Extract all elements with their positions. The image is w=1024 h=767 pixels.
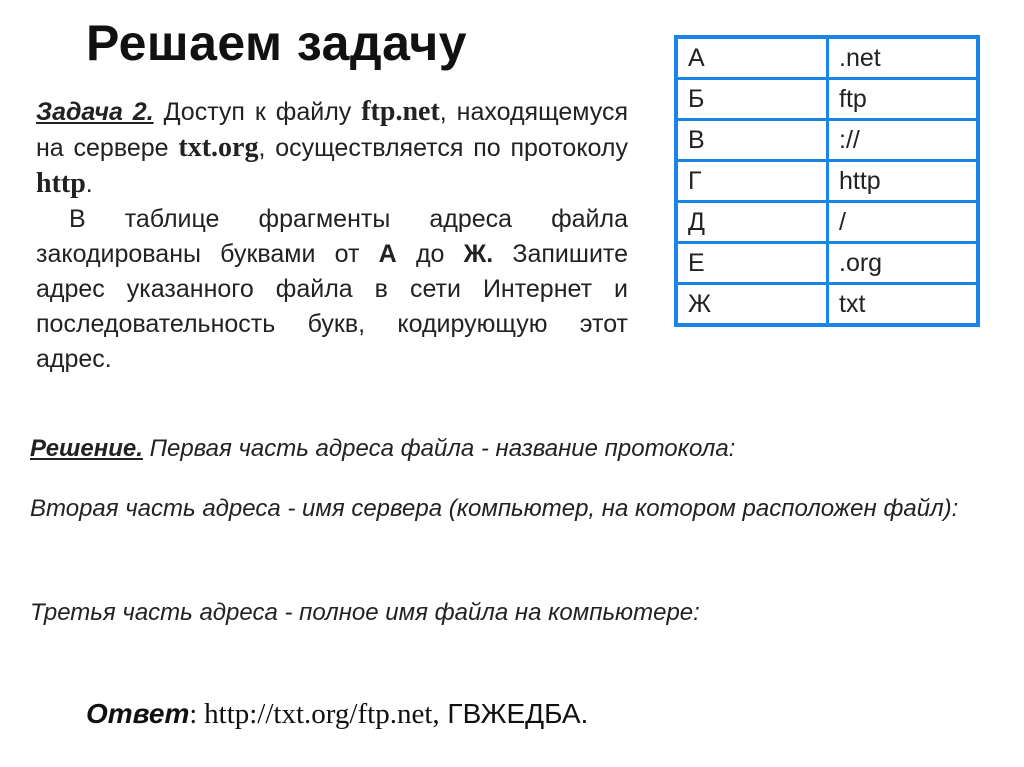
- answer-sequence: ГВЖЕДБА.: [439, 698, 589, 729]
- task-text-2b: до: [396, 240, 464, 268]
- task-file-name: ftp.net: [361, 96, 440, 127]
- task-from-letter: А: [378, 240, 397, 268]
- task-text-1b: , находящемуся на сервере: [36, 98, 628, 162]
- code-letter-cell: Е: [676, 243, 828, 284]
- task-paragraph-2: [36, 202, 628, 377]
- code-letter-cell: Ж: [676, 284, 828, 326]
- address-fragment-cell: ://: [828, 120, 979, 161]
- code-letter-cell: А: [676, 37, 828, 79]
- code-letter-cell: Г: [676, 161, 828, 202]
- address-fragment-cell: ftp: [828, 79, 979, 120]
- address-fragment-cell: .net: [828, 37, 979, 79]
- code-table-body: [676, 37, 978, 325]
- slide-title: Решаем задачу: [86, 15, 468, 71]
- address-fragment-cell: .org: [828, 243, 979, 284]
- task-text-2a: В таблице фрагменты адреса файла закодированы буквами от: [36, 205, 628, 268]
- table-row: [676, 120, 978, 161]
- task-protocol-name: http: [36, 168, 86, 199]
- solution-line-1: [30, 432, 960, 466]
- code-letter-cell: В: [676, 120, 828, 161]
- task-to-letter: Ж.: [463, 240, 494, 268]
- answer-url: http://txt.org/ftp.net,: [204, 698, 440, 730]
- table-row: [676, 284, 978, 326]
- task-statement: [36, 94, 628, 377]
- answer-colon: :: [189, 699, 205, 730]
- solution-line-2: Вторая часть адреса - имя сервера (компьютер, на котором расположен файл):: [30, 495, 959, 522]
- table-row: [676, 79, 978, 120]
- code-letter-cell: Б: [676, 79, 828, 120]
- table-row: [676, 37, 978, 79]
- address-fragment-cell: txt: [828, 284, 979, 326]
- task-text-1d: .: [85, 170, 93, 198]
- task-paragraph-1: [36, 94, 628, 202]
- code-letter-cell: Д: [676, 202, 828, 243]
- code-table: [674, 35, 980, 327]
- solution-text-1: Первая часть адреса файла - название протокола:: [142, 435, 736, 462]
- answer-line: [86, 698, 588, 731]
- solution-label: Решение.: [30, 435, 143, 462]
- task-text-1a: Доступ к файлу: [153, 98, 362, 126]
- solution-line-3: Третья часть адреса - полное имя файла на компьютере:: [30, 599, 700, 626]
- task-text-2c: Запишите адрес указанного файла в сети Интернет и последовательность букв, кодирующую этот адрес.: [36, 240, 628, 373]
- address-fragment-cell: /: [828, 202, 979, 243]
- task-server-name: txt.org: [178, 132, 259, 163]
- task-label: Задача 2.: [36, 98, 154, 126]
- table-row: [676, 243, 978, 284]
- table-row: [676, 161, 978, 202]
- address-fragment-cell: http: [828, 161, 979, 202]
- task-text-1c: , осуществляется по протоколу: [258, 134, 628, 162]
- answer-label: Ответ: [86, 698, 190, 729]
- table-row: [676, 202, 978, 243]
